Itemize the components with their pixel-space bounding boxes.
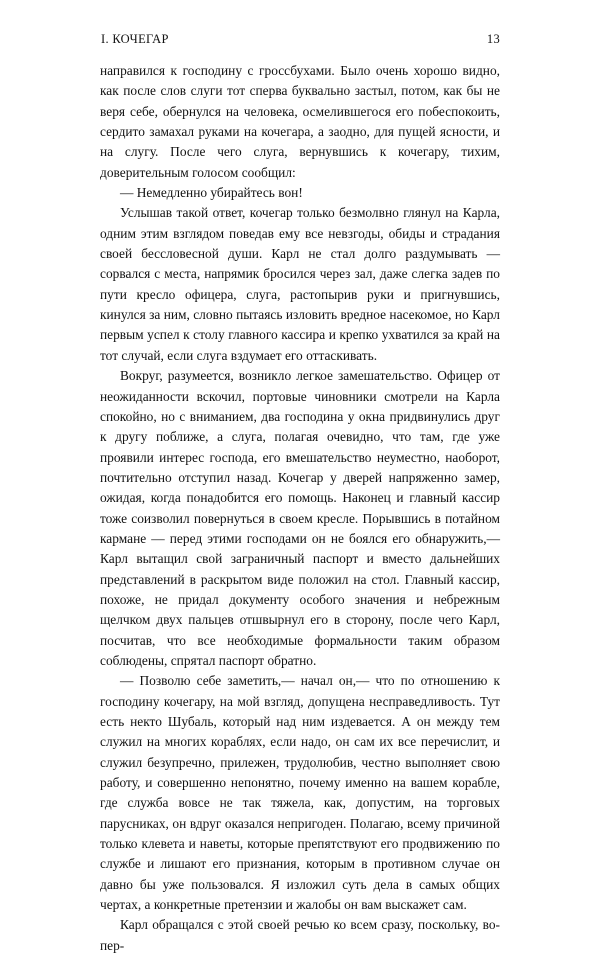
- paragraph: Услышав такой ответ, кочегар только безмолвно глянул на Карла, одним этим взглядом поведав ему все невзгоды, обиды и страдания своей бессловесной души. Карл не стал долго раздумывать — сорвался с места, напрямик бросился через зал, даже слегка задев по пути кресло офицера, слуга, растопырив руки и пригнувшись, кинулся за ним, словно пытаясь изловить вредное насекомое, но Карл первым успел к столу главного кассира и крепко ухватился за край на тот случай, если слуга вздумает его оттаскивать.: [100, 205, 500, 363]
- paragraph: — Немедленно убирайтесь вон!: [120, 185, 303, 201]
- paragraph: направился к господину с гроссбухами. Было очень хорошо видно, как после слов слуги тот сперва буквально застыл, потом, как бы не веря себе, обернулся на человека, осмелившегося его побеспокоить, сердито замахал руками на кочегара, а заодно, для пущей ясности, и на слугу. После чего слуга, вернувшись к кочегару, тихим, доверительным голосом сообщил:: [100, 63, 500, 180]
- paragraph: Вокруг, разумеется, возникло легкое замешательство. Офицер от неожиданности вскочил, портовые чиновники смотрели на Карла спокойно, но с вниманием, два господина у окна придвинулись друг к другу поближе, а слуга, полагая очевидно, что там, где уже проявили интерес господа, его вмешательство неуместно, наоборот, почтительно отступил назад. Кочегар у дверей напряженно замер, ожидая, когда понадобится его помощь. Наконец и главный кассир тоже соизволил повернуться в своем кресле. Порывшись в потайном кармане — перед этими господами он не боялся его обнаружить,— Карл вытащил свой заграничный паспорт и вместо дальнейших представлений в раскрытом виде положил на стол. Главный кассир, похоже, не придал документу особого значения и небрежным щелчком двух пальцев отшвырнул его в сторону, после чего Карл, посчитав, что все необходимые формальности таким образом соблюдены, спрятал паспорт обратно.: [100, 368, 500, 668]
- running-head: I. КОЧЕГАР: [101, 32, 169, 46]
- paragraph: — Позволю себе заметить,— начал он,— что по отношению к господину кочегару, на мой взгляд, допущена несправедливость. Тут есть некто Шубаль, который над ним издевается. А он между тем служил на многих кораблях, если надо, он сам их все перечислит, и служил безупречно, прилежен, трудолюбив, честно выполняет свою работу, и совершенно непонятно, почему именно на вашем корабле, где служба вовсе не так тяжела, как, допустим, на торговых парусниках, он вдруг оказался непригоден. Полагаю, всему причиной только клевета и наветы, которые препятствуют его продвижению по службе и лишают его признания, которым в противном случае он давно бы уже пользовался. Я изложил суть дела в самых общих чертах, а конкретные претензии и жалобы он вам выскажет сам.: [100, 673, 500, 913]
- page-number: 13: [486, 32, 500, 46]
- body-text: [100, 61, 500, 956]
- paragraph: Карл обращался с этой своей речью ко всем сразу, поскольку, во-пер-: [100, 917, 500, 953]
- page-header: [101, 32, 500, 48]
